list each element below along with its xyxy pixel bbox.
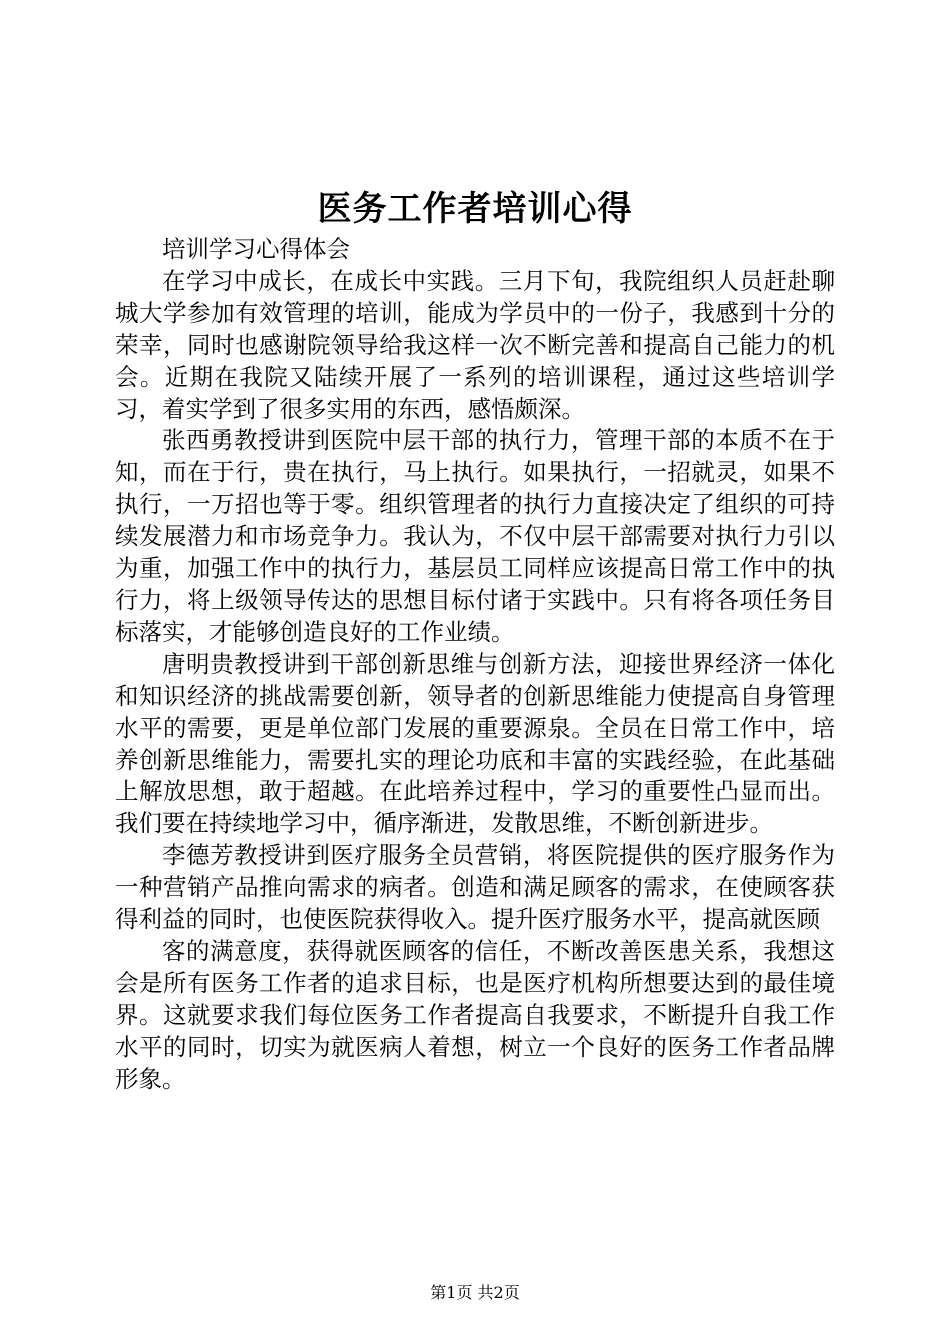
document-subtitle: 培训学习心得体会	[162, 235, 350, 263]
document-title: 医务工作者培训心得	[317, 189, 633, 229]
paragraph-5: 客的满意度，获得就医顾客的信任，不断改善医患关系，我想这会是所有医务工作者的追求目标，也是医疗机构所想要达到的最佳境界。这就要求我们每位医务工作者提高自我要求，不断提升自我工作水平的同时，切实为就医病人着想，树立一个良好的医务工作者品牌形象。	[115, 936, 835, 1093]
paragraph-1: 在学习中成长，在成长中实践。三月下旬，我院组织人员赶赴聊城大学参加有效管理的培训，能成为学员中的一份子，我感到十分的荣幸，同时也感谢院领导给我这样一次不断完善和提高自己能力的机会。近期在我院又陆续开展了一系列的培训课程，通过这些培训学习，着实学到了很多实用的东西，感悟颇深。	[115, 266, 835, 423]
document-body	[115, 234, 835, 1095]
paragraph-4: 李德芳教授讲到医疗服务全员营销，将医院提供的医疗服务作为一种营销产品推向需求的病者。创造和满足顾客的需求，在使顾客获得利益的同时，也使医院获得收入。提升医疗服务水平，提高就医顾	[115, 841, 835, 934]
paragraph-3: 唐明贵教授讲到干部创新思维与创新方法，迎接世界经济一体化和知识经济的挑战需要创新，领导者的创新思维能力使提高自身管理水平的需要，更是单位部门发展的重要源泉。全员在日常工作中，培养创新思维能力，需要扎实的理论功底和丰富的实践经验，在此基础上解放思想，敢于超越。在此培养过程中，学习的重要性凸显而出。我们要在持续地学习中，循序渐进，发散思维，不断创新进步。	[115, 649, 835, 838]
paragraph-2: 张西勇教授讲到医院中层干部的执行力，管理干部的本质不在于知，而在于行，贵在执行，马上执行。如果执行，一招就灵，如果不执行，一万招也等于零。组织管理者的执行力直接决定了组织的可持续发展潜力和市场竞争力。我认为，不仅中层干部需要对执行力引以为重，加强工作中的执行力，基层员工同样应该提高日常工作中的执行力，将上级领导传达的思想目标付诸于实践中。只有将各项任务目标落实，才能够创造良好的工作业绩。	[115, 426, 835, 646]
page-footer: 第1页 共2页	[430, 1283, 520, 1302]
